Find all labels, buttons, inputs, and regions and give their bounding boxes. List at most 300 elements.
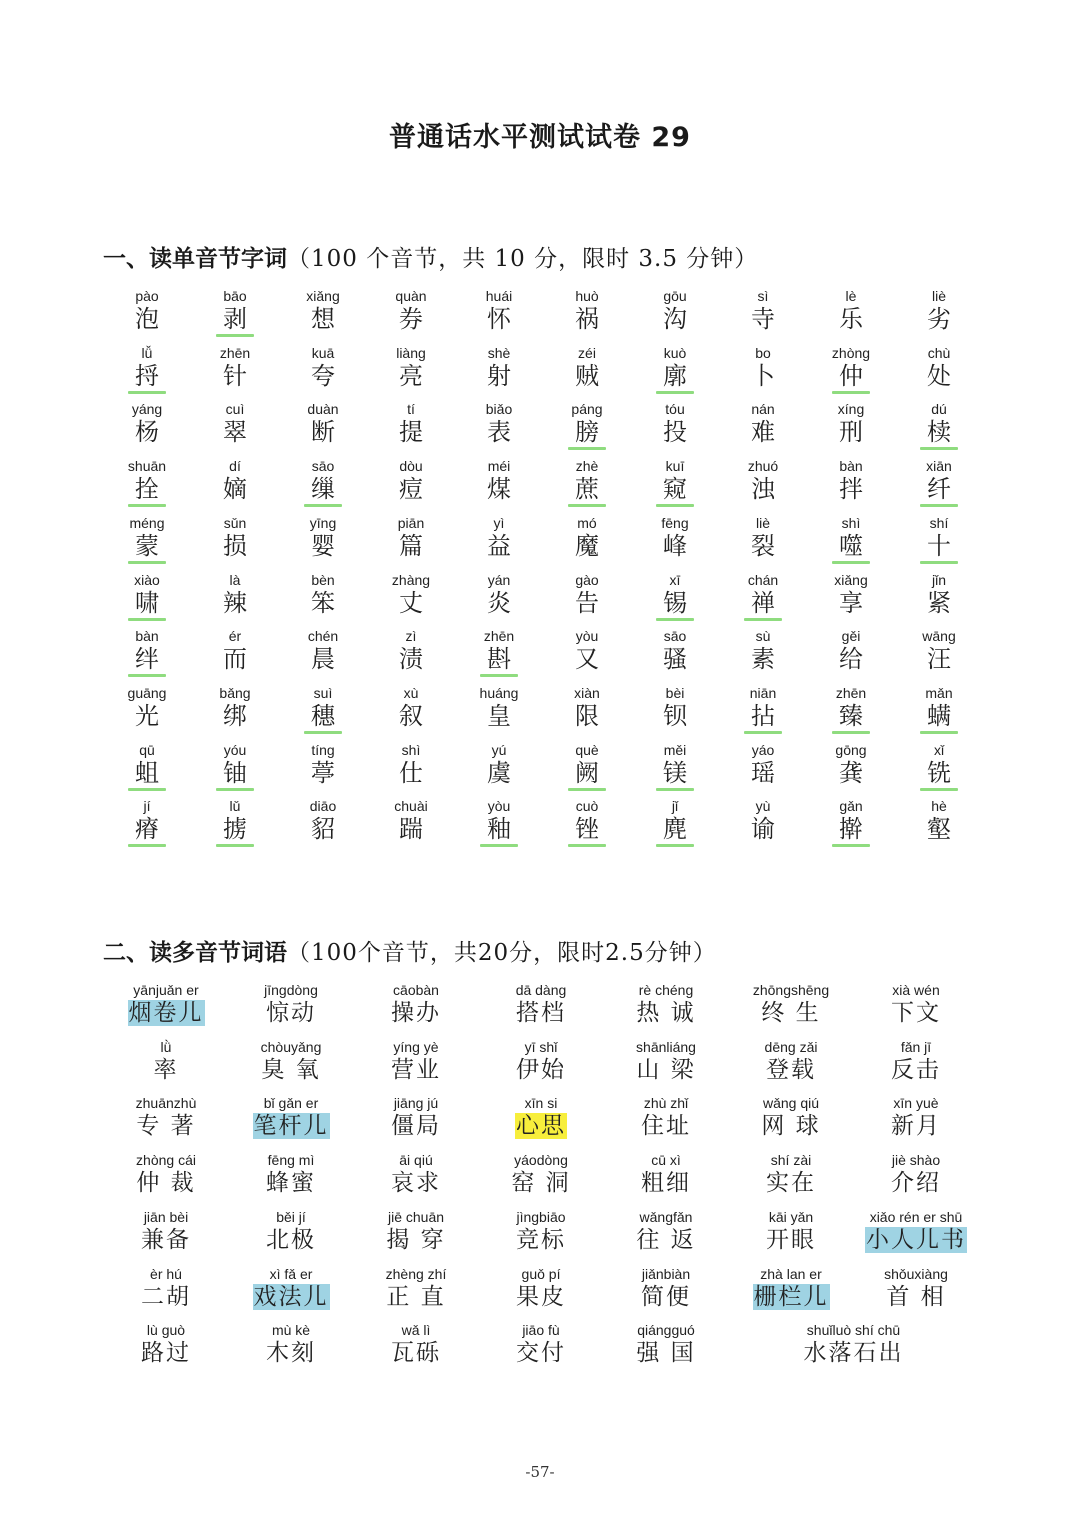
- word-item: [351, 1039, 481, 1095]
- word-text: 蜂蜜: [266, 1170, 316, 1197]
- word-item: [851, 982, 981, 1038]
- pinyin: jiāo fù: [522, 1322, 560, 1339]
- pinyin: xiào: [134, 571, 160, 588]
- word-item: [476, 1266, 606, 1322]
- character: 限: [575, 701, 599, 730]
- section1-title: 一、读单音节字词: [103, 246, 287, 272]
- syllable-item: [455, 685, 543, 741]
- word-text: 首 相: [886, 1283, 946, 1310]
- word-text: 二胡: [141, 1283, 191, 1310]
- word: [226, 1111, 356, 1141]
- pinyin: dú: [931, 401, 947, 418]
- word-item: [476, 1322, 606, 1378]
- character: 蒙: [135, 531, 159, 560]
- pinyin: tí: [407, 401, 415, 418]
- underline-mark: [304, 731, 342, 734]
- pinyin: tóu: [665, 401, 685, 418]
- character: 丈: [399, 588, 423, 617]
- pinyin: xiàn: [574, 684, 600, 701]
- pinyin: xì fǎ er: [269, 1265, 313, 1282]
- syllable-item: [895, 685, 983, 741]
- pinyin: gōng: [835, 741, 867, 758]
- pinyin: biǎo: [485, 401, 513, 418]
- word-text: 瓦砾: [391, 1340, 441, 1367]
- syllable-item: [719, 798, 807, 854]
- character: 难: [751, 418, 775, 447]
- word: [601, 1282, 731, 1312]
- character: 怀: [487, 305, 511, 333]
- word-text: 路过: [141, 1340, 191, 1367]
- word: [226, 1168, 356, 1198]
- syllable-item: [455, 345, 543, 401]
- character: 钡: [663, 701, 687, 730]
- syllable-item: [191, 628, 279, 684]
- syllable-item: [367, 685, 455, 741]
- character: 卜: [751, 361, 775, 390]
- pinyin: chuài: [394, 798, 428, 815]
- pinyin: shí: [929, 514, 949, 531]
- pinyin: chòuyǎng: [260, 1038, 322, 1055]
- pinyin: kuī: [665, 458, 685, 475]
- word: [851, 998, 981, 1028]
- word-text: 北极: [266, 1226, 316, 1253]
- pinyin: shuān: [127, 458, 167, 475]
- word-text: 网 球: [761, 1113, 821, 1140]
- pinyin: kuò: [663, 344, 687, 361]
- pinyin: yú: [491, 741, 507, 758]
- pinyin: sāo: [311, 458, 335, 475]
- pinyin: xiǎo rén er shū: [869, 1208, 963, 1225]
- word-item: [601, 982, 731, 1038]
- word: [351, 998, 481, 1028]
- single-syllable-grid: [103, 288, 983, 858]
- pinyin: zì: [405, 628, 417, 645]
- pinyin: xiǎng: [834, 571, 868, 588]
- character: 镁: [663, 758, 687, 787]
- word: [476, 1338, 606, 1368]
- word-item: [851, 1095, 981, 1151]
- character: 噬: [839, 531, 863, 560]
- character: 贼: [575, 361, 599, 390]
- pinyin: quàn: [395, 288, 427, 304]
- pinyin: dí: [229, 458, 241, 475]
- word: [351, 1282, 481, 1312]
- pinyin: xiān: [926, 458, 952, 475]
- underline-mark: [128, 504, 166, 507]
- syllable-item: [103, 798, 191, 854]
- word-text: 竞标: [516, 1226, 566, 1253]
- syllable-item: [895, 288, 983, 344]
- word: [101, 1225, 231, 1255]
- underline-mark: [568, 447, 606, 450]
- word: [851, 1225, 981, 1255]
- pinyin: měi: [663, 741, 687, 758]
- underline-mark: [832, 561, 870, 564]
- pinyin: xīn si: [524, 1095, 558, 1112]
- character: 泡: [135, 305, 159, 333]
- syllable-item: [807, 515, 895, 571]
- character: 损: [223, 531, 247, 560]
- character: 绊: [135, 645, 159, 674]
- pinyin: wāng: [922, 628, 956, 645]
- character: 翠: [223, 418, 247, 447]
- character: 擀: [839, 815, 863, 844]
- syllable-item: [895, 401, 983, 457]
- pinyin: chén: [307, 628, 339, 645]
- character: 晨: [311, 645, 335, 674]
- character: 笨: [311, 588, 335, 617]
- syllable-item: [895, 572, 983, 628]
- character: 煤: [487, 475, 511, 504]
- underline-mark: [128, 844, 166, 847]
- word: [601, 998, 731, 1028]
- character: 针: [223, 361, 247, 390]
- syllable-item: [543, 628, 631, 684]
- pinyin: āi qiú: [399, 1152, 433, 1169]
- syllable-item: [719, 628, 807, 684]
- syllable-item: [367, 515, 455, 571]
- underline-mark: [128, 391, 166, 394]
- pinyin: fēng mì: [267, 1152, 315, 1169]
- character: 汪: [927, 645, 951, 674]
- character: 阙: [575, 758, 599, 787]
- word-item: [726, 1266, 856, 1322]
- character: 膀: [575, 418, 599, 447]
- highlighted-word: 笔杆儿: [253, 1113, 329, 1140]
- pinyin: zhēn: [835, 684, 867, 701]
- section1-heading: [103, 240, 758, 273]
- word-text: 仲 裁: [136, 1170, 196, 1197]
- character: 寺: [751, 305, 775, 333]
- pinyin: dēng zǎi: [764, 1038, 818, 1055]
- pinyin: xiǎng: [306, 288, 340, 304]
- character: 貂: [311, 815, 335, 844]
- pinyin: jiāng jú: [393, 1095, 439, 1112]
- syllable-item: [543, 685, 631, 741]
- pinyin: cuò: [575, 798, 599, 815]
- underline-mark: [216, 334, 254, 337]
- pinyin: diāo: [309, 798, 337, 815]
- word-item: [851, 1266, 981, 1322]
- word-item: [789, 1322, 919, 1378]
- syllable-item: [103, 345, 191, 401]
- word-item: [351, 1095, 481, 1151]
- character: 禅: [751, 588, 775, 617]
- syllable-item: [631, 401, 719, 457]
- pinyin: cū xì: [651, 1152, 681, 1169]
- syllable-item: [719, 401, 807, 457]
- syllable-item: [719, 288, 807, 344]
- character: 又: [575, 645, 599, 674]
- word-text: 开眼: [766, 1226, 816, 1253]
- pinyin: jiè shào: [891, 1152, 941, 1169]
- word: [476, 1168, 606, 1198]
- character: 拈: [751, 701, 775, 730]
- character: 断: [311, 418, 335, 447]
- syllable-item: [719, 515, 807, 571]
- highlighted-word: 栅栏儿: [753, 1283, 829, 1310]
- character: 夸: [311, 361, 335, 390]
- pinyin: lǜ: [160, 1038, 172, 1055]
- syllable-item: [719, 572, 807, 628]
- word-text: 下文: [891, 1000, 941, 1026]
- word: [101, 1338, 231, 1368]
- word-text: 实在: [766, 1170, 816, 1197]
- pinyin: èr hú: [150, 1265, 182, 1282]
- word-item: [726, 1095, 856, 1151]
- syllable-item: [367, 345, 455, 401]
- pinyin: shí zài: [770, 1152, 812, 1169]
- syllable-item: [103, 742, 191, 798]
- underline-mark: [480, 674, 518, 677]
- pinyin: lù guò: [146, 1322, 186, 1339]
- word-text: 水落石出: [803, 1340, 904, 1367]
- syllable-item: [631, 742, 719, 798]
- pinyin: là: [229, 571, 241, 588]
- character: 螨: [927, 701, 951, 730]
- syllable-item: [631, 515, 719, 571]
- pinyin: liàng: [396, 344, 426, 361]
- word: [601, 1055, 731, 1085]
- pinyin: chán: [747, 571, 779, 588]
- syllable-item: [103, 288, 191, 344]
- syllable-item: [191, 345, 279, 401]
- character: 射: [487, 361, 511, 390]
- word: [351, 1168, 481, 1198]
- word-item: [101, 1266, 231, 1322]
- pinyin: zéi: [578, 344, 596, 361]
- character: 浊: [751, 475, 775, 504]
- syllable-item: [543, 742, 631, 798]
- word-text: 搭档: [516, 1000, 566, 1026]
- underline-mark: [832, 391, 870, 394]
- word-item: [351, 1152, 481, 1208]
- pinyin: zhè: [575, 458, 599, 475]
- word: [101, 998, 231, 1028]
- word: [476, 1055, 606, 1085]
- character: 篇: [399, 531, 423, 560]
- word-text: 山 梁: [636, 1056, 696, 1083]
- syllable-item: [895, 798, 983, 854]
- character: 蔗: [575, 475, 599, 504]
- syllable-item: [807, 288, 895, 344]
- pinyin: jí: [143, 798, 151, 815]
- highlighted-word: 心思: [516, 1113, 566, 1140]
- syllable-item: [631, 572, 719, 628]
- pinyin: cuì: [225, 401, 245, 418]
- character: 魔: [575, 531, 599, 560]
- pinyin: mó: [577, 514, 597, 531]
- syllable-item: [191, 742, 279, 798]
- word-text: 终 生: [761, 1000, 821, 1026]
- pinyin: rè chéng: [638, 982, 694, 998]
- pinyin: yáodòng: [514, 1152, 568, 1169]
- character: 炎: [487, 588, 511, 617]
- word: [851, 1282, 981, 1312]
- underline-mark: [568, 788, 606, 791]
- pinyin: sāo: [663, 628, 687, 645]
- pinyin: wǎ lì: [401, 1322, 431, 1339]
- word: [101, 1282, 231, 1312]
- character: 祸: [575, 305, 599, 333]
- character: 壑: [927, 815, 951, 844]
- syllable-item: [455, 742, 543, 798]
- word: [851, 1055, 981, 1085]
- character: 乐: [839, 305, 863, 333]
- syllable-item: [807, 798, 895, 854]
- character: 纤: [927, 475, 951, 504]
- pinyin: guǒ pí: [521, 1265, 561, 1282]
- highlighted-word: 戏法儿: [253, 1283, 329, 1310]
- word-item: [851, 1039, 981, 1095]
- word-text: 交付: [516, 1340, 566, 1367]
- word-text: 果皮: [516, 1283, 566, 1310]
- word-text: 操办: [391, 1000, 441, 1026]
- syllable-item: [279, 401, 367, 457]
- character: 益: [487, 531, 511, 560]
- syllable-item: [543, 798, 631, 854]
- character: 葶: [311, 758, 335, 787]
- pinyin: bèn: [311, 571, 335, 588]
- word-text: 专 著: [136, 1113, 196, 1140]
- word-text: 僵局: [391, 1113, 441, 1140]
- word: [476, 1225, 606, 1255]
- character: 紧: [927, 588, 951, 617]
- pinyin: ér: [228, 628, 242, 645]
- pinyin: sì: [757, 288, 769, 304]
- character: 十: [927, 531, 951, 560]
- word-item: [101, 982, 231, 1038]
- syllable-item: [543, 458, 631, 514]
- syllable-item: [103, 458, 191, 514]
- word-item: [601, 1322, 731, 1378]
- character: 仕: [399, 758, 423, 787]
- page-number: -57-: [525, 1463, 555, 1481]
- pinyin: sù: [755, 628, 771, 645]
- syllable-item: [279, 458, 367, 514]
- underline-mark: [832, 731, 870, 734]
- syllable-item: [279, 515, 367, 571]
- syllable-item: [367, 288, 455, 344]
- pinyin: gōu: [663, 288, 687, 304]
- pinyin: pào: [135, 288, 159, 304]
- pinyin: zhōngshēng: [752, 982, 830, 998]
- pinyin: xià wén: [892, 982, 940, 998]
- character: 窥: [663, 475, 687, 504]
- character: 麂: [663, 815, 687, 844]
- pinyin: gào: [575, 571, 599, 588]
- pinyin: huáng: [479, 684, 519, 701]
- syllable-item: [807, 742, 895, 798]
- word-item: [851, 1209, 981, 1265]
- pinyin: bāo: [223, 288, 247, 304]
- word-text: 登载: [766, 1056, 816, 1083]
- word: [726, 998, 856, 1028]
- character: 渍: [399, 645, 423, 674]
- character: 椟: [927, 418, 951, 447]
- pinyin: gěi: [841, 628, 861, 645]
- word: [601, 1225, 731, 1255]
- word-text: 伊始: [516, 1056, 566, 1083]
- character: 辣: [223, 588, 247, 617]
- pinyin: liè: [931, 288, 946, 304]
- word-text: 简便: [641, 1283, 691, 1310]
- pinyin: jiē chuān: [387, 1208, 445, 1225]
- word-text: 兼备: [141, 1226, 191, 1253]
- character: 釉: [487, 815, 511, 844]
- pinyin: yòu: [487, 798, 511, 815]
- character: 拌: [839, 475, 863, 504]
- pinyin: bǐ gǎn er: [263, 1095, 319, 1112]
- character: 虞: [487, 758, 511, 787]
- pinyin: tíng: [311, 741, 335, 758]
- pinyin: jīngdòng: [264, 982, 318, 998]
- pinyin: zhèng zhí: [385, 1265, 447, 1282]
- character: 享: [839, 588, 863, 617]
- word: [726, 1282, 856, 1312]
- syllable-item: [103, 685, 191, 741]
- word-item: [726, 1152, 856, 1208]
- pinyin: piān: [397, 514, 425, 531]
- pinyin: yòu: [575, 628, 599, 645]
- pinyin: kuā: [311, 344, 335, 361]
- pinyin: liè: [755, 514, 770, 531]
- syllable-item: [455, 515, 543, 571]
- character: 仲: [839, 361, 863, 390]
- underline-mark: [128, 788, 166, 791]
- character: 想: [311, 305, 335, 333]
- syllable-item: [631, 345, 719, 401]
- character: 铣: [927, 758, 951, 787]
- pinyin: mù kè: [271, 1322, 311, 1339]
- word-item: [351, 1266, 481, 1322]
- character: 皇: [487, 701, 511, 730]
- character: 告: [575, 588, 599, 617]
- underline-mark: [920, 788, 958, 791]
- pinyin: qū: [139, 741, 155, 758]
- word-item: [726, 1209, 856, 1265]
- word-item: [351, 1322, 481, 1378]
- word: [226, 1282, 356, 1312]
- syllable-item: [103, 515, 191, 571]
- character: 瘠: [135, 815, 159, 844]
- word: [476, 1111, 606, 1141]
- pinyin: bàn: [135, 628, 159, 645]
- syllable-item: [543, 401, 631, 457]
- pinyin: hè: [931, 798, 947, 815]
- word-item: [476, 1039, 606, 1095]
- pinyin: shì: [401, 741, 421, 758]
- syllable-item: [455, 798, 543, 854]
- word: [226, 1225, 356, 1255]
- character: 沟: [663, 305, 687, 333]
- pinyin: shānliáng: [636, 1038, 696, 1055]
- character: 投: [663, 418, 687, 447]
- pinyin: zhēn: [483, 628, 515, 645]
- underline-mark: [568, 504, 606, 507]
- underline-mark: [304, 504, 342, 507]
- pinyin: yóu: [223, 741, 247, 758]
- pinyin: qiángguó: [637, 1322, 695, 1339]
- word-text: 营业: [391, 1056, 441, 1083]
- pinyin: nán: [751, 401, 775, 418]
- pinyin: què: [575, 741, 599, 758]
- syllable-item: [279, 742, 367, 798]
- syllable-item: [719, 742, 807, 798]
- word: [726, 1168, 856, 1198]
- word-item: [226, 982, 356, 1038]
- pinyin: páng: [571, 401, 603, 418]
